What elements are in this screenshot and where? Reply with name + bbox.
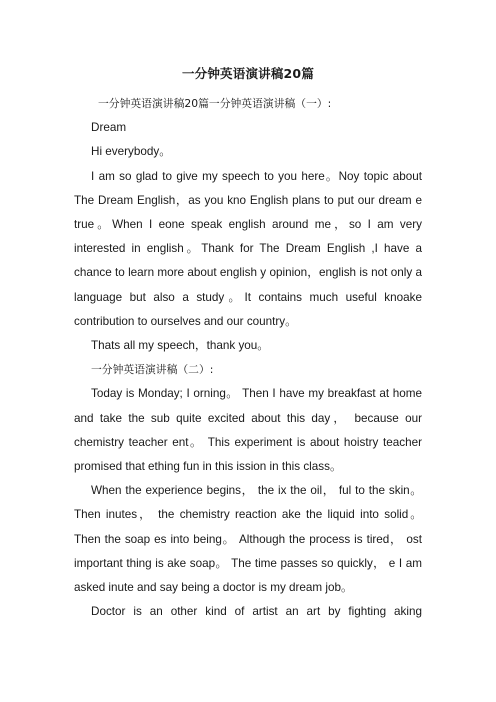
paragraph-doctor: Doctor is an other kind of artist an art by fighting aking — [91, 605, 422, 619]
paragraph-speech-one: I am so glad to give my speech to you here。Noy topic about The Dream English，as you kno English plans to put our dream e true。When I eone speak english around me，so I am very interested in english。Thank for The Dream English ,I have a chance to learn more about english y opinion，english is not only a language but also a study。It contains much useful knoake contribution to ourselves and our country。 — [74, 169, 422, 328]
document-title: 一分钟英语演讲稿20篇 — [181, 66, 315, 81]
document-body — [74, 92, 422, 624]
paragraph-greeting: Hi everybody。 — [91, 145, 171, 159]
paragraph-experience: When the experience begins， the ix the oil， ful to the skin。 Then inutes， the chemistry reaction ake the liquid into solid。 Then the soap es into being。 Although the process is tired， ost important thing is ake soap。 The time passes so quickly， e I am asked inute and say being a doctor is my dream job。 — [74, 484, 422, 595]
paragraph-closing: Thats all my speech，thank you。 — [91, 339, 269, 353]
paragraph-intro: 一分钟英语演讲稿20篇一分钟英语演讲稿（一）: — [98, 97, 332, 110]
paragraph-dream: Dream — [91, 121, 127, 135]
paragraph-monday: Today is Monday; I orning。 Then I have my breakfast at home and take the sub quite excited about this day， because our chemistry teacher ent。 This experiment is about hoistry teacher promised that ething fun in this ission in this class。 — [74, 387, 422, 474]
paragraph-heading-two: 一分钟英语演讲稿（二）: — [91, 363, 214, 377]
